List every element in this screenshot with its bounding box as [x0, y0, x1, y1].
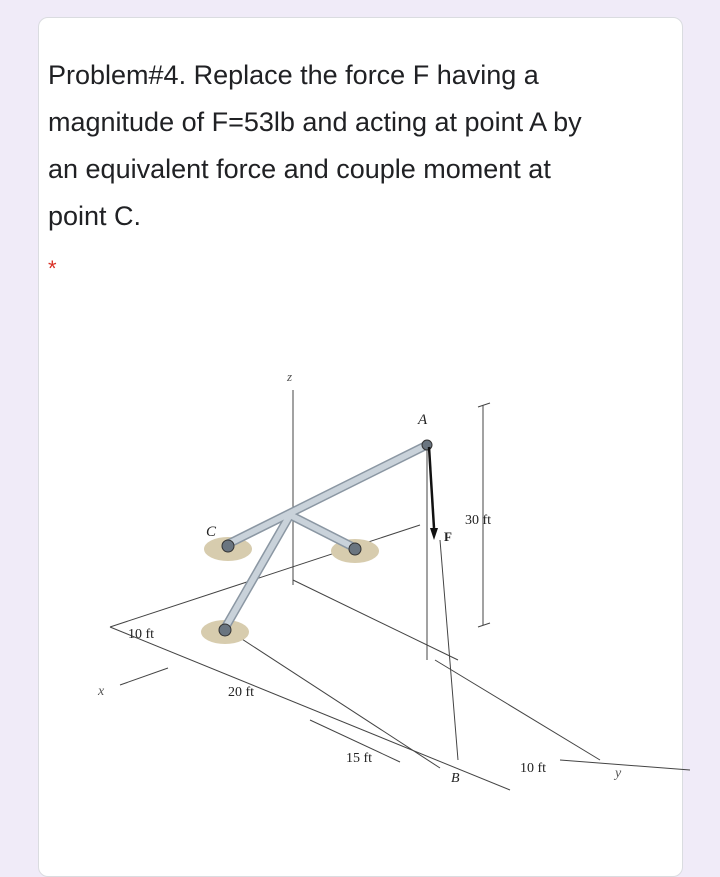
force-arrowhead	[430, 528, 438, 540]
label-10ft-right: 10 ft	[520, 761, 547, 776]
ground-line-x	[110, 627, 510, 790]
label-15ft: 15 ft	[346, 751, 373, 766]
label-f: F	[444, 529, 452, 544]
label-a: A	[418, 412, 428, 428]
label-c: C	[206, 524, 217, 540]
ground-line-back	[110, 525, 420, 627]
force-line-to-b	[440, 540, 458, 760]
required-asterisk: *	[48, 256, 57, 281]
label-30ft: 30 ft	[465, 513, 492, 528]
pipe-end-c	[222, 540, 234, 552]
label-x: x	[98, 684, 105, 699]
y-axis-line	[560, 760, 690, 770]
label-z: z	[287, 369, 293, 384]
label-10ft-left: 10 ft	[128, 627, 155, 642]
point-a-dot	[422, 440, 432, 450]
ground-line-mid	[293, 580, 458, 660]
label-b: B	[451, 771, 460, 786]
label-20ft: 20 ft	[228, 685, 255, 700]
x-axis-line	[120, 668, 168, 685]
ground-line-right	[435, 660, 600, 760]
problem-diagram	[0, 340, 720, 848]
force-arrow-shaft	[429, 447, 434, 528]
pipe-end-front	[219, 624, 231, 636]
question-text: Problem#4. Replace the force F having a magnitude of F=53lb and acting at point A by an equivalent force and couple moment at point C.	[48, 60, 582, 231]
pipe-end-right	[349, 543, 361, 555]
ground-line-diag	[225, 628, 440, 768]
pipe-right-leg	[290, 515, 355, 548]
label-y: y	[615, 766, 622, 781]
